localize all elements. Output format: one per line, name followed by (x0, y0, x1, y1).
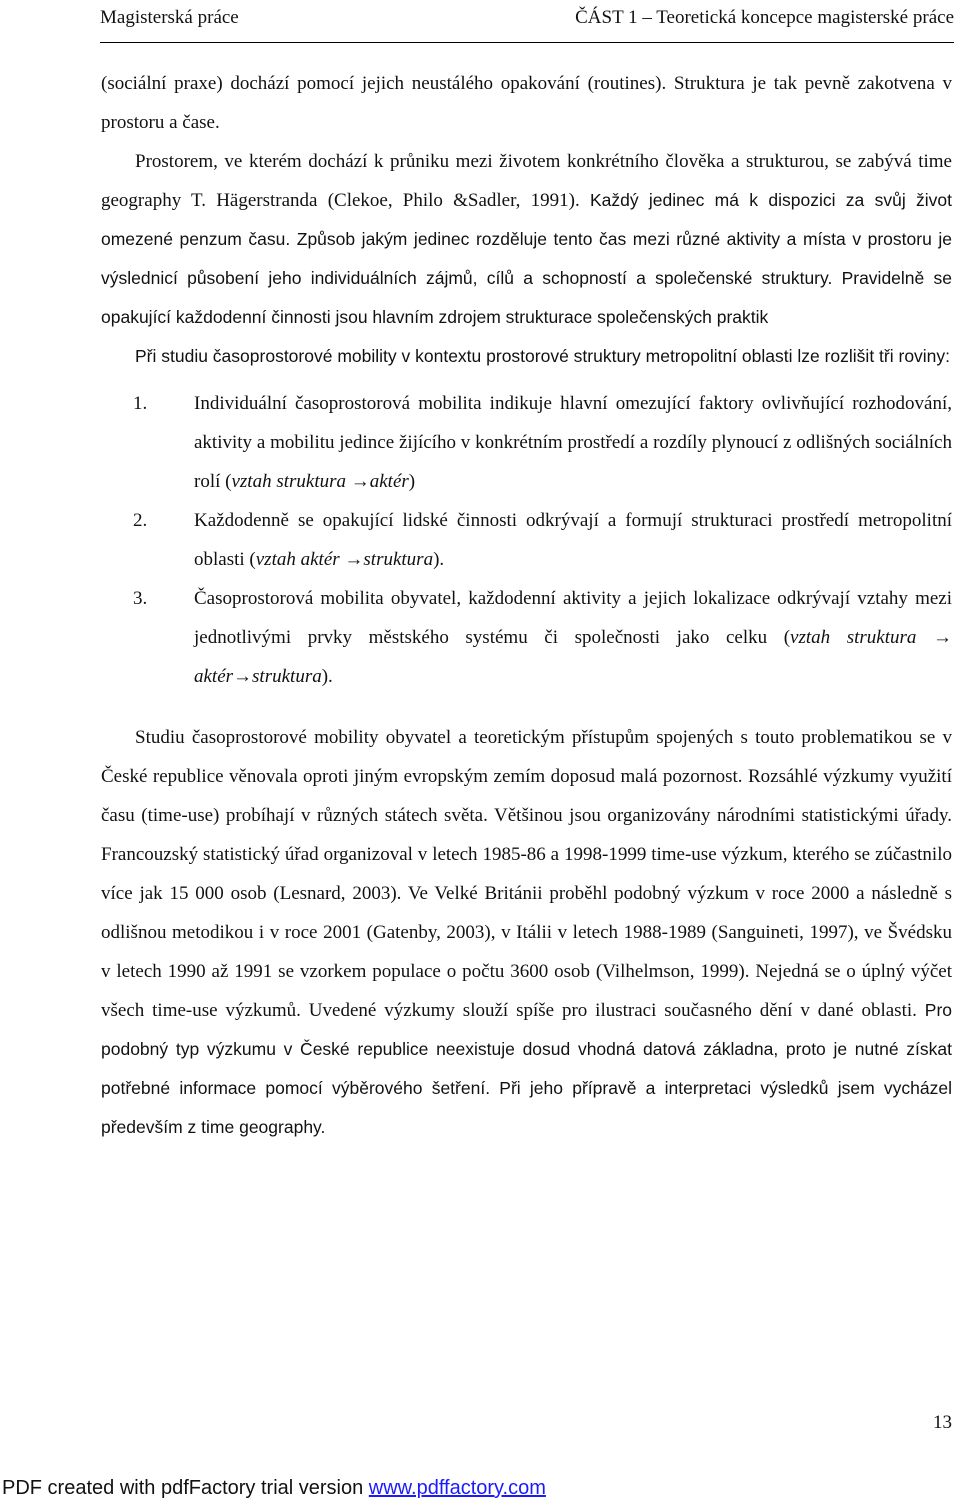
list-item-tail: ) (408, 471, 416, 492)
list-item-number: 1. (133, 393, 148, 414)
document-body (101, 64, 952, 1147)
list-item (101, 579, 952, 696)
list-item-text: Individuální časoprostorová mobilita indikuje hlavní omezující faktory ovlivňující rozhodování, aktivity a mobilitu jedince žijícího v konkrétním prostředí a rozdíly plynoucí z odlišných sociálních rolí ( (194, 393, 952, 492)
pdffactory-link[interactable]: www.pdffactory.com (368, 1477, 546, 1499)
list-item (101, 384, 952, 501)
list-item-relation: vztah aktér →struktura (255, 549, 434, 570)
paragraph-4-part-b: Pro podobný typ výzkumu v České republice neexistuje dosud vhodná datová základna, proto je nutné získat potřebné informace pomocí výběrového šetření. Při jeho přípravě a interpretaci výsledků jsem vycházel především z time geography. (101, 1000, 953, 1137)
paragraph-2-part-a: Prostorem, ve kterém dochází k průniku mezi životem konkrétního člověka a strukturou, se zabývá time geography T. Hägerstranda (Clekoe, Philo &Sadler, 1991). (101, 151, 952, 211)
list-item-relation: vztah struktura →aktér (231, 471, 409, 492)
paragraph-4 (101, 718, 952, 1147)
list-item-tail: ). (433, 549, 445, 570)
list-item-text: Časoprostorová mobilita obyvatel, každodenní aktivity a jejich lokalizace odkrývají vztahy mezi jednotlivými prvky městského systému či společnosti jako celku ( (194, 588, 952, 648)
list-item-text: Každodenně se opakující lidské činnosti odkrývají a formují strukturaci prostředí metropolitní oblasti ( (194, 510, 952, 570)
header-right-title: ČÁST 1 – Teoretická koncepce magisterské práce (575, 7, 954, 28)
footer-text: PDF created with pdfFactory trial version (2, 1477, 369, 1499)
header-left-title: Magisterská práce (100, 7, 239, 28)
list-item-tail: ). (321, 666, 333, 687)
paragraph-4-part-a: Studiu časoprostorové mobility obyvatel a teoretickým přístupům spojených s touto problematikou se v České republice věnovala oproti jiným evropským zemím doposud malá pozornost. Rozsáhlé výzkumy využití času (time-use) probíhají v různých státech světa. Většinou jsou organizovány národními statistickými úřady. Francouzský statistický úřad organizoval v letech 1985-86 a 1998-1999 time-use výzkum, kterého se zúčastnilo více jak 15 000 osob (Lesnard, 2003). Ve Velké Británii proběhl podobný výzkum v roce 2000 a následně s odlišnou metodikou i v roce 2001 (Gatenby, 2003), v Itálii v letech 1988-1989 (Sanguineti, 1997), ve Švédsku v letech 1990 až 1991 se vzorkem populace o počtu 3600 osob (Vilhelmson, 1999). Nejedná se o úplný výčet všech time-use výzkumů. Uvedené výzkumy slouží spíše pro ilustraci současného dění v dané oblasti. (101, 727, 952, 1021)
paragraph-2 (101, 142, 952, 337)
page-number: 13 (933, 1412, 952, 1433)
list-item (101, 501, 952, 579)
numbered-list (101, 384, 952, 696)
list-item-number: 3. (133, 588, 148, 609)
paragraph-spacer (101, 696, 952, 718)
list-item-number: 2. (133, 510, 148, 531)
pdf-footer (0, 1472, 960, 1505)
paragraph-2-part-b: Každý jedinec má k dispozici za svůj život omezené penzum času. Způsob jakým jedinec rozděluje tento čas mezi různé aktivity a místa v prostoru je výslednicí působení jeho individuálních zájmů, cílů a schopností a společenské struktury. Pravidelně se opakující každodenní činnosti jsou hlavním zdrojem strukturace společenských praktik (101, 190, 953, 327)
paragraph-1: (sociální praxe) dochází pomocí jejich neustálého opakování (routines). Struktura je tak pevně zakotvena v prostoru a čase. (101, 73, 952, 133)
page-header (100, 0, 954, 43)
paragraph-3: Při studiu časoprostorové mobility v kontextu prostorové struktury metropolitní oblasti lze rozlišit tři roviny: (135, 346, 951, 366)
list-item-relation: vztah struktura → aktér→struktura (194, 627, 953, 687)
